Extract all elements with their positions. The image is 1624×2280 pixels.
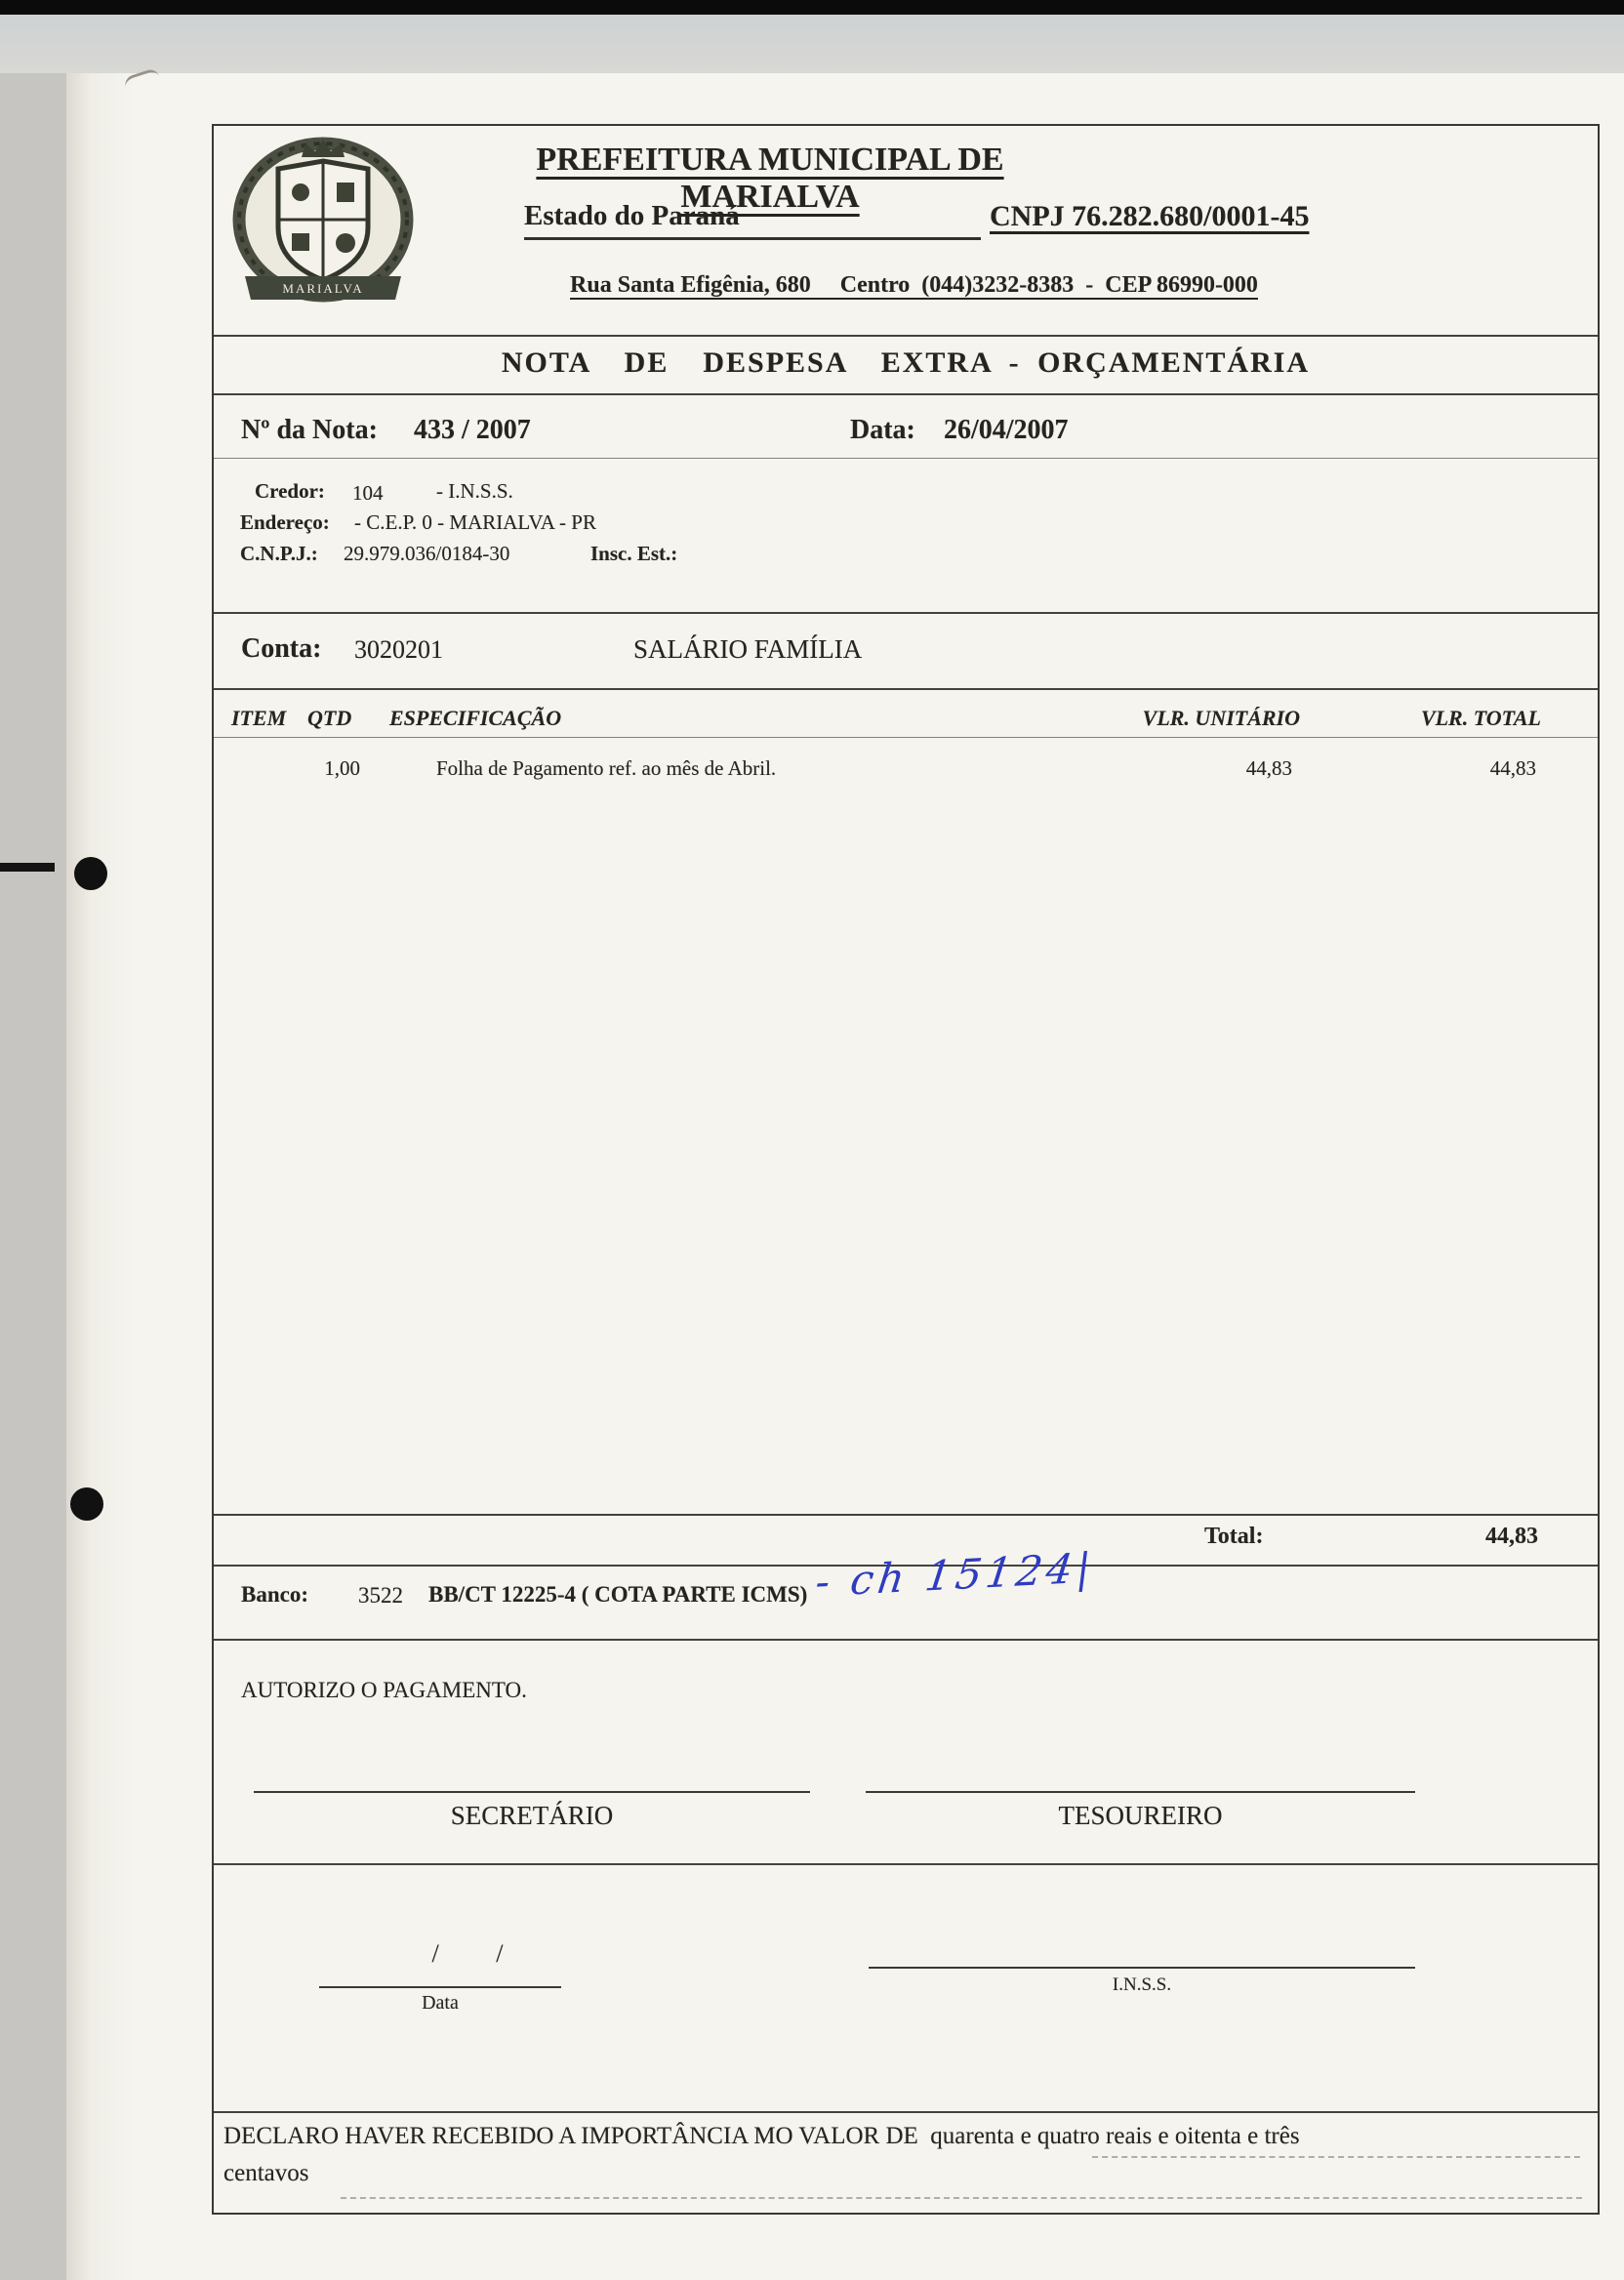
autorizo-text: AUTORIZO O PAGAMENTO. xyxy=(241,1678,527,1702)
signature-line-secretario xyxy=(254,1791,810,1793)
nota-number-label: Nº da Nota: xyxy=(241,415,378,445)
nota-number-value: 433 / 2007 xyxy=(414,415,531,445)
hole-punch-bottom xyxy=(70,1487,103,1521)
cnpj-label: C.N.P.J.: xyxy=(240,542,318,565)
divider-nota xyxy=(214,458,1598,459)
banco-label: Banco: xyxy=(241,1582,308,1607)
conta-label: Conta: xyxy=(241,633,322,664)
crest-container xyxy=(225,134,421,311)
col-header-vlr-unitario: VLR. UNITÁRIO xyxy=(1142,706,1300,730)
col-header-item: ITEM xyxy=(231,706,287,730)
divider-conta xyxy=(214,688,1598,690)
row-especificacao: Folha de Pagamento ref. ao mês de Abril. xyxy=(436,756,777,780)
municipal-crest-logo xyxy=(225,134,421,311)
conta-code: 3020201 xyxy=(354,635,443,664)
date-line xyxy=(319,1986,561,1988)
divider-recibo xyxy=(214,2111,1598,2113)
declaration-line2: centavos xyxy=(223,2160,309,2186)
declaration-dashed-line-2 xyxy=(341,2197,1582,2199)
address-line: Rua Santa Efigênia, 680 Centro (044)3232-8383 - CEP 86990-000 xyxy=(570,272,1258,298)
date-slashes: / / xyxy=(431,1939,504,1968)
col-header-qtd: QTD xyxy=(307,706,352,730)
total-value: 44,83 xyxy=(1485,1524,1538,1549)
inss-signature-line xyxy=(869,1967,1415,1969)
row-qtd: 1,00 xyxy=(324,756,360,780)
cnpj-value: 29.979.036/0184-30 xyxy=(344,542,510,565)
divider-credor xyxy=(214,612,1598,614)
col-header-vlr-total: VLR. TOTAL xyxy=(1420,706,1541,730)
banco-description: BB/CT 12225-4 ( COTA PARTE ICMS) xyxy=(428,1582,808,1607)
divider-banco xyxy=(214,1639,1598,1641)
divider-title xyxy=(214,393,1598,395)
inss-label: I.N.S.S. xyxy=(1112,1975,1172,1995)
signature-line-tesoureiro xyxy=(866,1791,1415,1793)
scan-top-band xyxy=(0,15,1624,73)
date-label: Data xyxy=(422,1992,459,2014)
credor-code: 104 xyxy=(352,481,384,505)
nota-date-label: Data: xyxy=(850,415,915,445)
divider-table-header xyxy=(214,737,1598,738)
endereco-label: Endereço: xyxy=(240,510,330,534)
secretario-label: SECRETÁRIO xyxy=(450,1801,614,1830)
state-line: Estado do Paraná xyxy=(524,200,740,231)
cnpj-line: CNPJ 76.282.680/0001-45 xyxy=(990,200,1310,232)
insc-est-label: Insc. Est.: xyxy=(590,542,678,565)
expense-note-form xyxy=(212,124,1600,2215)
declaration-line1: DECLARO HAVER RECEBIDO A IMPORTÂNCIA MO VALOR DE quarenta e quatro reais e oitenta e três xyxy=(223,2123,1300,2149)
hole-punch-top xyxy=(74,857,107,890)
nota-date-value: 26/04/2007 xyxy=(944,415,1069,445)
divider-autorizacao xyxy=(214,1863,1598,1865)
svg-text:MARIALVA: MARIALVA xyxy=(282,281,364,296)
scan-edge-mark xyxy=(0,863,55,872)
banco-code: 3522 xyxy=(358,1583,403,1608)
tesoureiro-label: TESOUREIRO xyxy=(1058,1801,1223,1830)
col-header-especificacao: ESPECIFICAÇÃO xyxy=(389,706,562,730)
divider-above-total xyxy=(214,1514,1598,1516)
document-title: NOTA DE DESPESA EXTRA - ORÇAMENTÁRIA xyxy=(501,346,1311,379)
row-vlr-unitario: 44,83 xyxy=(1245,756,1292,780)
total-label: Total: xyxy=(1204,1524,1264,1549)
row-vlr-total: 44,83 xyxy=(1489,756,1536,780)
scan-top-edge xyxy=(0,0,1624,15)
declaration-dashed-line-1 xyxy=(1092,2156,1580,2158)
state-line-underline xyxy=(524,200,981,240)
credor-label: Credor: xyxy=(255,479,325,503)
conta-description: SALÁRIO FAMÍLIA xyxy=(633,634,863,664)
divider-header xyxy=(214,335,1598,337)
endereco-value: - C.E.P. 0 - MARIALVA - PR xyxy=(354,510,596,534)
credor-name: - I.N.S.S. xyxy=(436,479,513,503)
org-name: PREFEITURA MUNICIPAL DE MARIALVA xyxy=(536,142,1004,215)
handwritten-check-annotation: - ch 15124| xyxy=(812,1543,1098,1607)
